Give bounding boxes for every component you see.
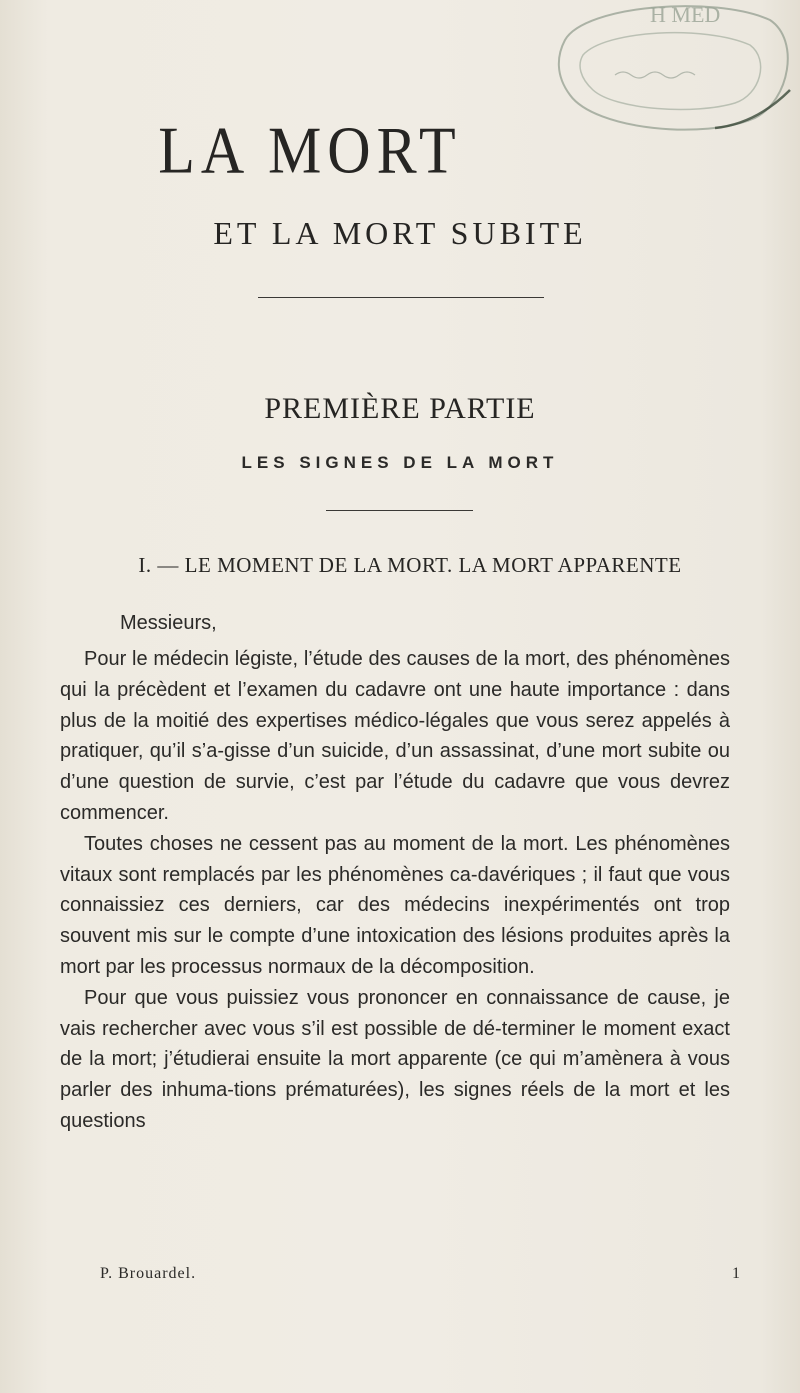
salutation: Messieurs, [120, 612, 217, 634]
part-divider [326, 510, 473, 511]
paragraph: Toutes choses ne cessent pas au moment de la mort. Les phénomènes vitaux sont remplacés par les phénomènes ca-davériques ; il faut que vous connaissiez ces derniers, car des médecins inexpérimentés ont trop souvent mis sur le compte d’une intoxication des lésions produites après la mort par les processus normaux de la décomposition. [60, 832, 730, 978]
paragraph: Pour que vous puissiez vous prononcer en connaissance de cause, je vais rechercher avec vous s’il est possible de dé-terminer le moment exact de la mort; j’étudierai ensuite la mort apparente (ce qui m’amènera à vous parler des inhuma-tions prématurées), les signes réels de la mort et les questions [60, 986, 730, 1132]
part-subtitle: LES SIGNES DE LA MORT [241, 453, 559, 472]
chapter-heading: I. — LE MOMENT DE LA MORT. LA MORT APPARENTE [138, 553, 682, 577]
footer-author: P. Brouardel. [100, 1265, 197, 1282]
body-text [60, 644, 730, 1137]
stamp-text: H MED [650, 2, 721, 27]
book-title: LA MORT [158, 113, 462, 188]
library-stamp-icon [555, 0, 795, 135]
book-subtitle: ET LA MORT SUBITE [213, 215, 587, 251]
signature-mark: 1 [732, 1265, 740, 1282]
title-divider [258, 297, 544, 298]
paragraph: Pour le médecin légiste, l’étude des causes de la mort, des phénomènes qui la précèdent et l’examen du cadavre ont une haute importance : dans plus de la moitié des expertises médico-légales que vous serez appelés à pratiquer, qu’il s’a-gisse d’un suicide, d’un assassinat, d’une mort subite ou d’une question de survie, c’est par l’étude du cadavre que vous devrez commencer. [60, 648, 730, 824]
part-title: PREMIÈRE PARTIE [264, 392, 536, 425]
